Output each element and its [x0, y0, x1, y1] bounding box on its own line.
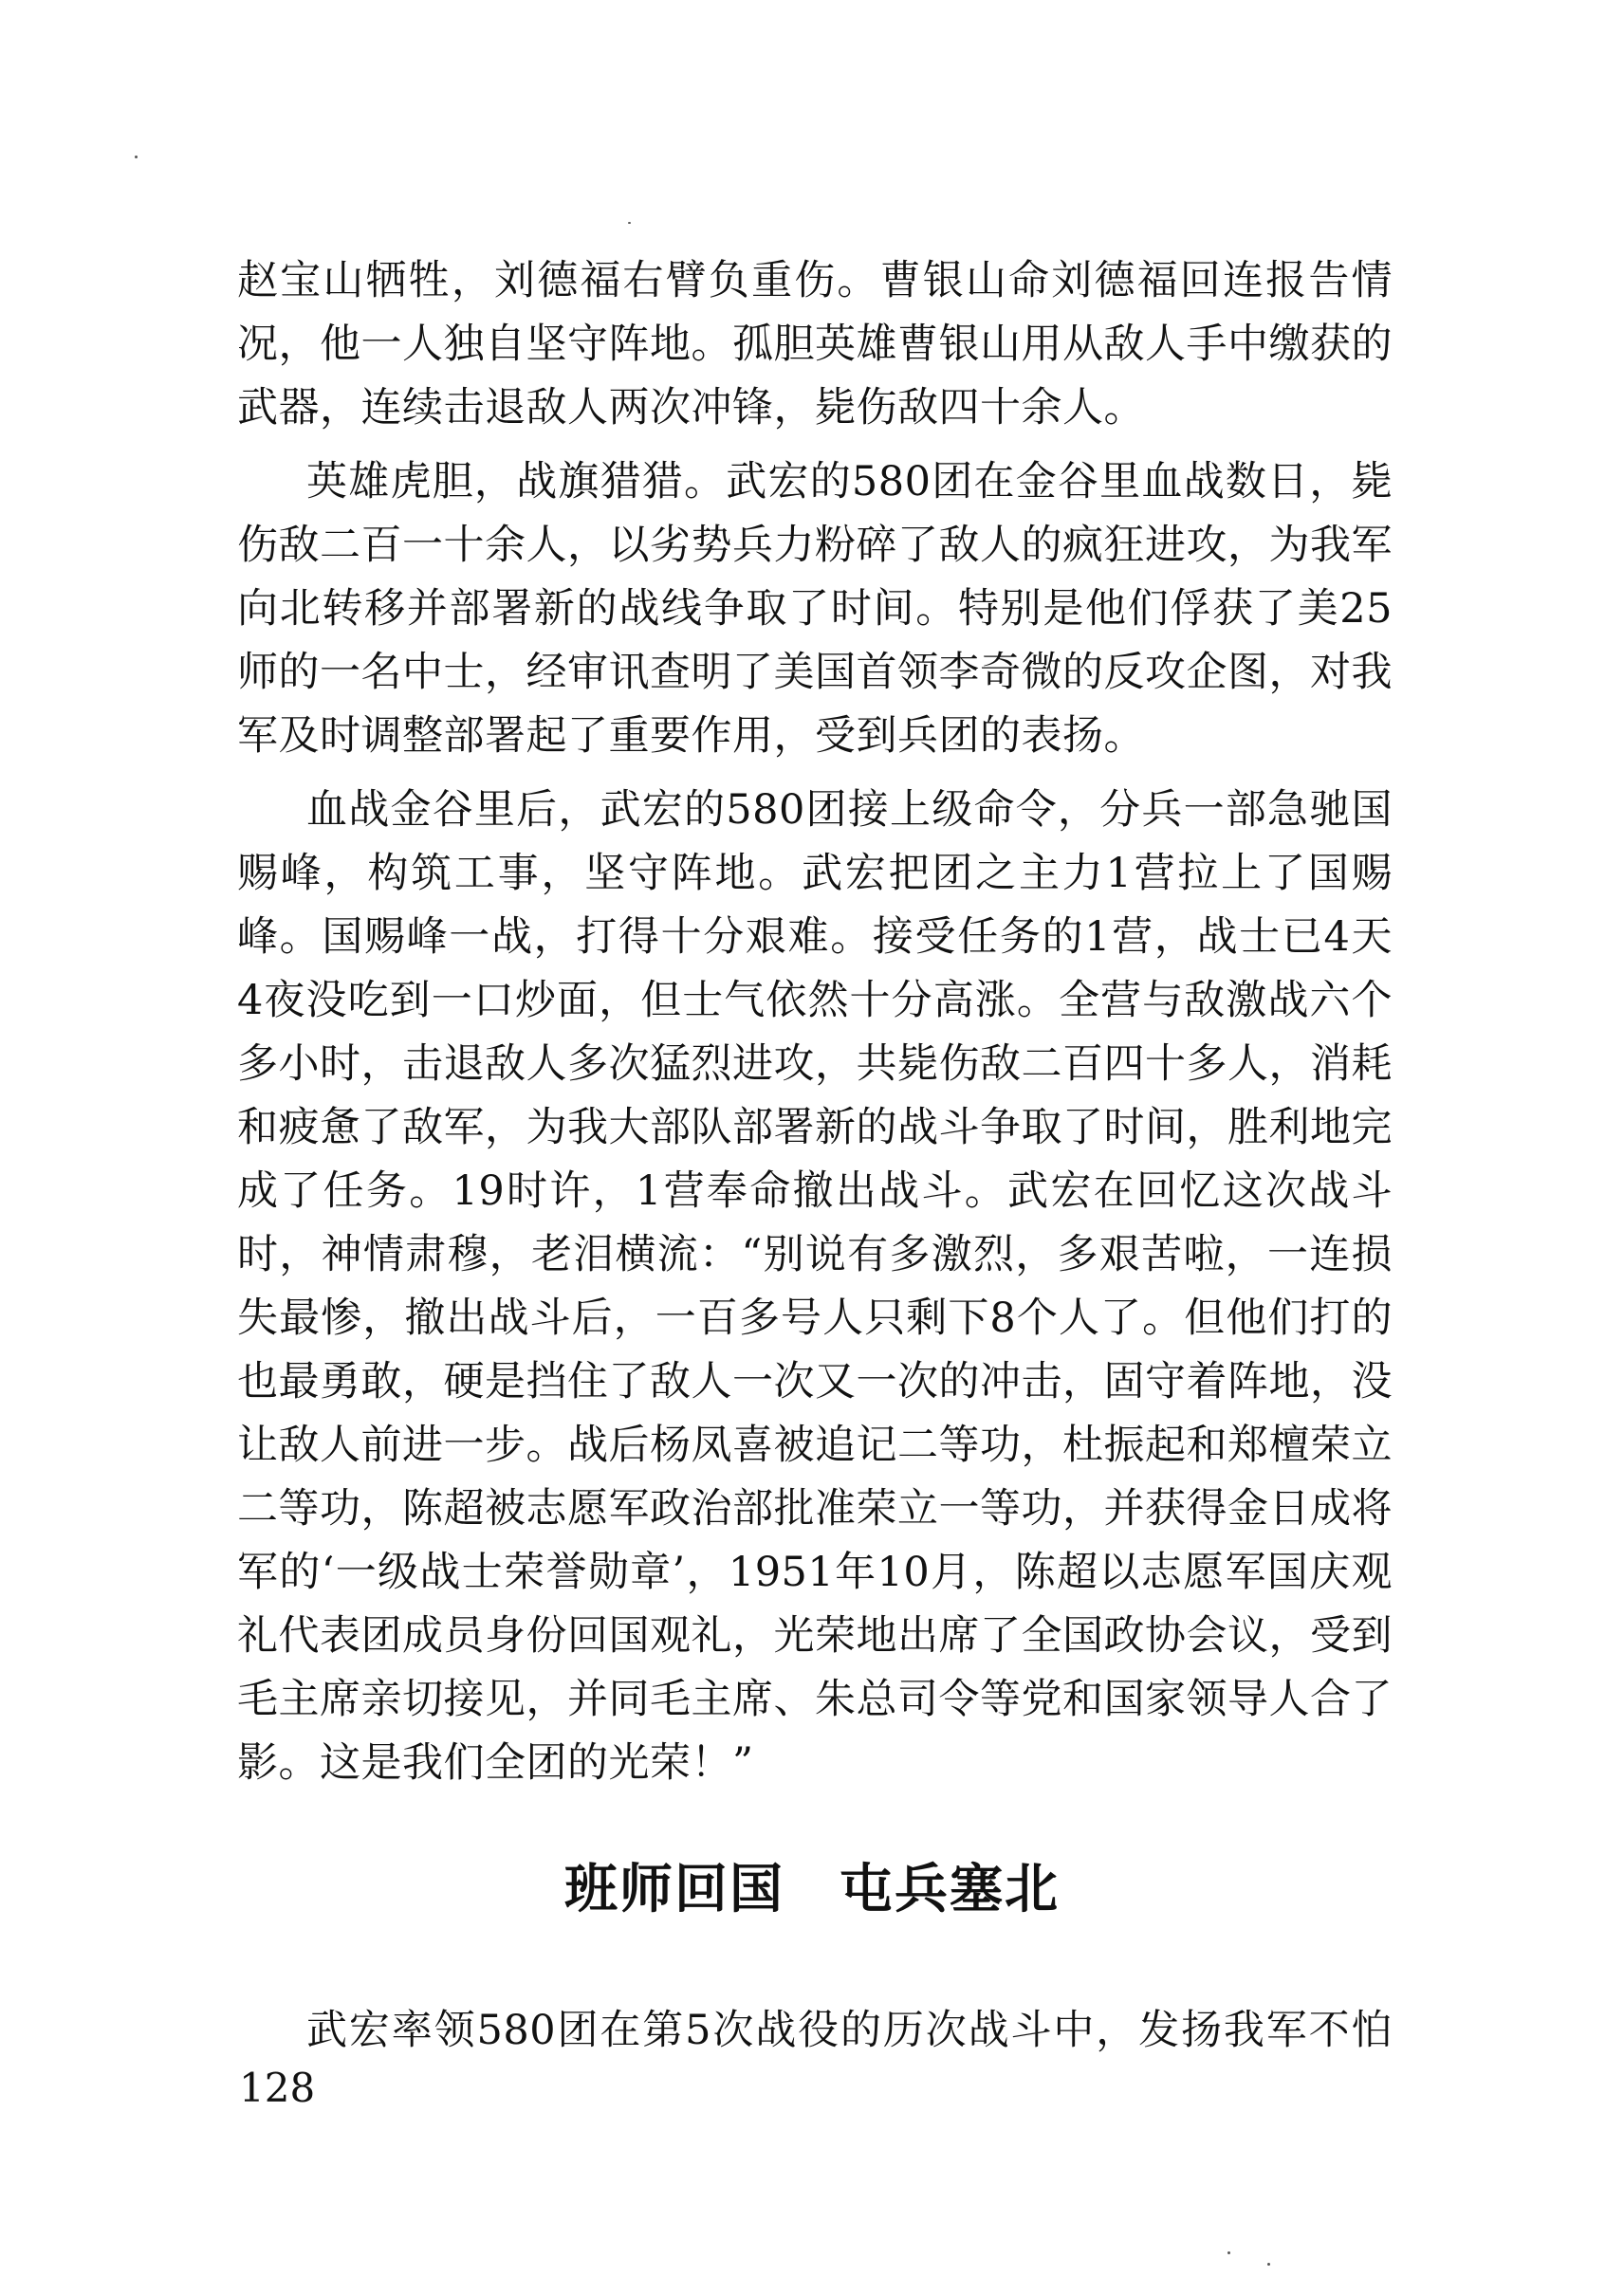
text-line: 赐峰，构筑工事，坚守阵地。武宏把团之主力1营拉上了国赐	[237, 850, 1393, 897]
text-line: 军的‘一级战士荣誉勋章’，1951年10月，陈超以志愿军国庆观	[237, 1549, 1393, 1596]
paragraph-first-line: 英雄虎胆，战旗猎猎。武宏的580团在金谷里血战数日，毙	[306, 458, 1393, 505]
text-line: 伤敌二百一十余人，以劣势兵力粉碎了敌人的疯狂进攻，为我军	[237, 522, 1393, 569]
text-line: 向北转移并部署新的战线争取了时间。特别是他们俘获了美25	[237, 585, 1393, 633]
page-number: 128	[239, 2065, 316, 2111]
text-line: 师的一名中士，经审讯查明了美国首领李奇微的反攻企图，对我	[237, 649, 1393, 696]
text-line: 也最勇敢，硬是挡住了敌人一次又一次的冲击，固守着阵地，没	[237, 1358, 1393, 1405]
text-line: 成了任务。19时许，1营奉命撤出战斗。武宏在回忆这次战斗	[237, 1167, 1393, 1215]
text-line: 军及时调整部署起了重要作用，受到兵团的表扬。	[237, 712, 1145, 760]
paragraph-first-line: 血战金谷里后，武宏的580团接上级命令，分兵一部急驰国	[306, 786, 1393, 834]
section-heading: 班师回国 屯兵塞北	[564, 1859, 1060, 1920]
text-line: 让敌人前进一步。战后杨凤喜被追记二等功，杜振起和郑檀荣立	[237, 1422, 1393, 1469]
text-line: 峰。国赐峰一战，打得十分艰难。接受任务的1营，战士已4天	[237, 913, 1393, 961]
scan-speck	[628, 222, 631, 224]
text-line: 武器，连续击退敌人两次冲锋，毙伤敌四十余人。	[237, 384, 1145, 432]
text-line: 多小时，击退敌人多次猛烈进攻，共毙伤敌二百四十多人，消耗	[237, 1040, 1393, 1088]
text-line: 4夜没吃到一口炒面，但士气依然十分高涨。全营与敌激战六个	[237, 977, 1393, 1024]
text-line: 时，神情肃穆，老泪横流：“别说有多激烈，多艰苦啦，一连损	[237, 1231, 1393, 1278]
text-line: 况，他一人独自坚守阵地。孤胆英雄曹银山用从敌人手中缴获的	[237, 321, 1393, 368]
text-line: 礼代表团成员身份回国观礼，光荣地出席了全国政协会议，受到	[237, 1612, 1393, 1660]
text-line: 影。这是我们全团的光荣！”	[237, 1739, 754, 1787]
text-line: 和疲惫了敌军，为我大部队部署新的战斗争取了时间，胜利地完	[237, 1104, 1393, 1151]
text-line: 毛主席亲切接见，并同毛主席、朱总司令等党和国家领导人合了	[237, 1676, 1393, 1723]
paragraph-first-line: 武宏率领580团在第5次战役的历次战斗中，发扬我军不怕	[306, 2007, 1393, 2054]
text-line: 赵宝山牺牲，刘德福右臂负重伤。曹银山命刘德福回连报告情	[237, 257, 1393, 304]
scan-speck	[1227, 2251, 1230, 2254]
scan-speck	[135, 156, 138, 158]
text-line: 二等功，陈超被志愿军政治部批准荣立一等功，并获得金日成将	[237, 1485, 1393, 1533]
scan-speck	[1267, 2263, 1270, 2266]
text-line: 失最惨，撤出战斗后，一百多号人只剩下8个人了。但他们打的	[237, 1295, 1393, 1342]
